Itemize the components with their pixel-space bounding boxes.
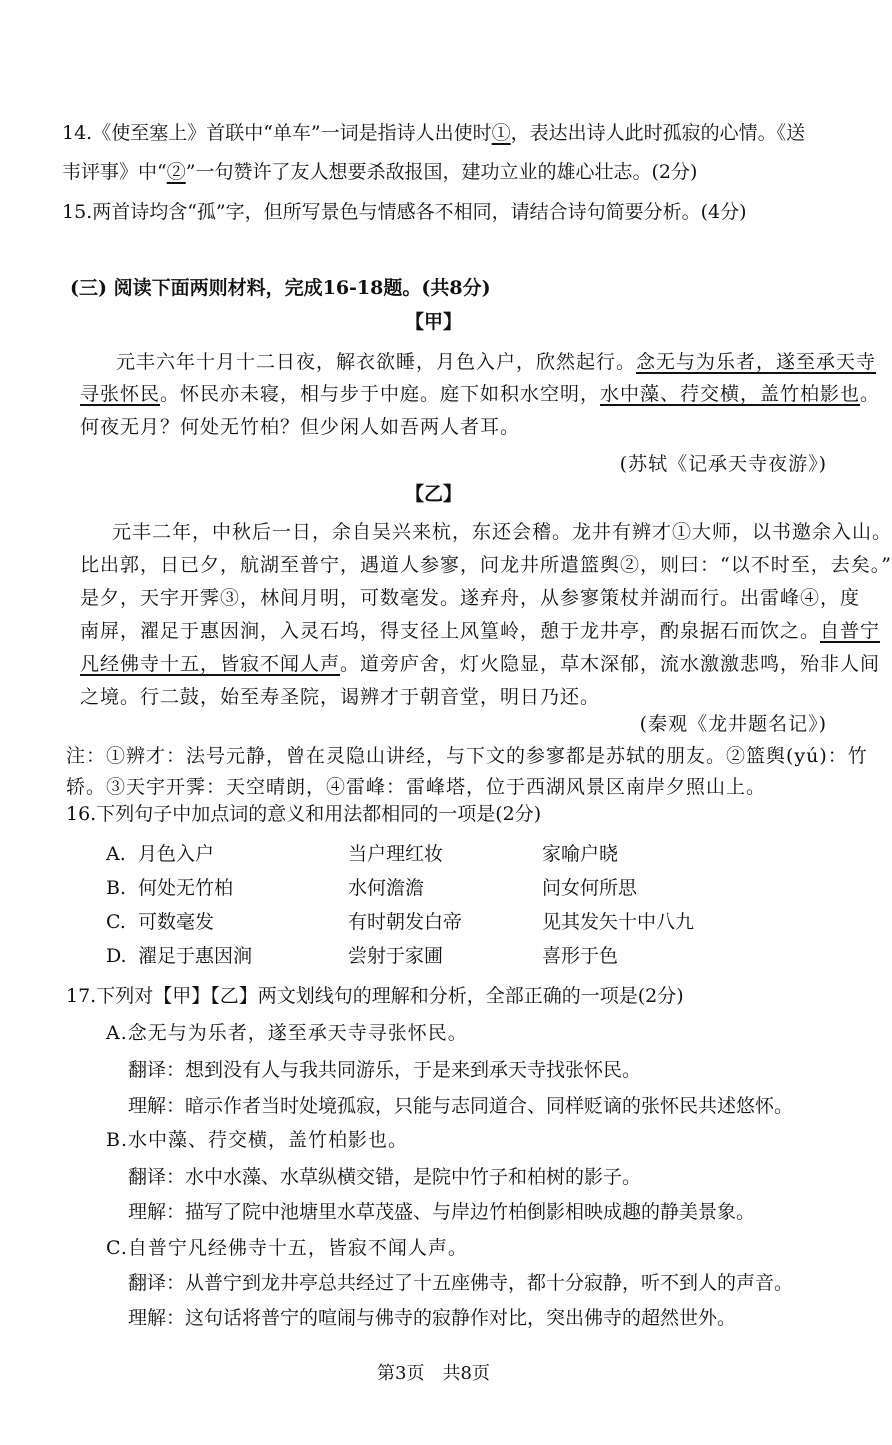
- option-item: 可数毫发: [138, 911, 215, 933]
- jia-underlined-1b: 寻张怀民: [80, 383, 161, 405]
- q17-b-analysis: 理解：描写了院中池塘里水草茂盛、与岸边竹柏倒影相映成趣的静美景象。: [128, 1201, 756, 1223]
- yi-line4: [80, 619, 880, 643]
- yi-underlined-b: 凡经佛寺十五，皆寂不闻人声: [80, 653, 341, 675]
- option-item: 见其发矢十中八九: [542, 911, 695, 933]
- q14-blank-1: ①: [491, 122, 511, 144]
- option-item: 喜形于色: [542, 945, 619, 967]
- option-item: 家喻户晓: [542, 843, 619, 865]
- option-item: 尝射于家圃: [348, 945, 444, 967]
- jia-text: 元丰六年十月十二日夜，解衣欲睡，月色入户，欣然起行。: [116, 351, 637, 373]
- passage-yi-title: 【乙】: [404, 483, 462, 505]
- q17-c-sentence: C.自普宁凡经佛寺十五，皆寂不闻人声。: [106, 1237, 468, 1259]
- option-item: 月色入户: [138, 843, 215, 865]
- jia-text2-end: 。: [860, 383, 881, 405]
- option-item: 何处无竹柏: [138, 877, 234, 899]
- option-item: 有时朝发白帝: [348, 911, 463, 933]
- jia-line1: [116, 350, 876, 374]
- q14-text2: 韦评事》中“: [62, 161, 167, 183]
- jia-line3: 何夜无月？何处无竹柏？但少闲人如吾两人者耳。: [80, 416, 521, 438]
- yi-line1: 元丰二年，中秋后一日，余自吴兴来杭，东还会稽。龙井有辨才①大师，以书邀余入山。: [112, 521, 892, 543]
- q15-text: 15.两首诗均含“孤”字，但所写景色与情感各不相同，请结合诗句简要分析。(4分): [62, 201, 747, 223]
- jia-text2: 。怀民亦未寝，相与步于中庭。庭下如积水空明，: [160, 383, 601, 405]
- option-label: D.: [106, 945, 127, 967]
- q14-text2-cont: ”一句赞许了友人想要杀敌报国，建功立业的雄心壮志。(2分): [185, 161, 698, 183]
- q17-c-translation: 翻译：从普宁到龙井亭总共经过了十五座佛寺，都十分寂静，听不到人的声音。: [128, 1272, 794, 1294]
- option-label: B.: [106, 877, 127, 899]
- page-number: 第3页 共8页: [377, 1363, 490, 1384]
- yi-text5: 。道旁庐舍，灯火隐显，草木深郁，流水激激悲鸣，殆非人间: [340, 653, 881, 675]
- q17-a-translation: 翻译：想到没有人与我共同游乐，于是来到承天寺找张怀民。: [128, 1059, 642, 1081]
- option-item: 问女何所思: [542, 877, 638, 899]
- yi-line6: 之境。行二鼓，始至寿圣院，谒辨才于朝音堂，明日乃还。: [80, 686, 601, 708]
- q16-stem: 16.下列句子中加点词的意义和用法都相同的一项是(2分): [66, 803, 542, 825]
- yi-line3: 是夕，天宇开霁③，林间月明，可数毫发。遂弃舟，从参寥策杖并湖而行。出雷峰④，度: [80, 587, 861, 609]
- yi-source: (秦观《龙井题名记》): [639, 713, 827, 735]
- yi-text4: 南屏，濯足于惠因涧，入灵石坞，得支径上风篁岭，憩于龙井亭，酌泉据石而饮之。: [80, 620, 821, 642]
- q17-a-analysis: 理解：暗示作者当时处境孤寂，只能与志同道合、同样贬谪的张怀民共述悠怀。: [128, 1095, 794, 1117]
- yi-underlined-a: 自普宁: [820, 620, 881, 642]
- notes-line2: 轿。③天宇开霁：天空晴朗，④雷峰：雷峰塔，位于西湖风景区南岸夕照山上。: [66, 776, 767, 798]
- q14-line1: [62, 121, 805, 145]
- q17-b-translation: 翻译：水中水藻、水草纵横交错，是院中竹子和柏树的影子。: [128, 1166, 642, 1188]
- q14-text-cont: ，表达出诗人此时孤寂的心情。《送: [510, 122, 806, 144]
- yi-line2: 比出郭，日已夕，航湖至普宁，遇道人参寥，问龙井所遣篮舆②，则曰：“以不时至，去矣。”: [80, 554, 892, 576]
- jia-line2: [80, 382, 880, 406]
- q14-text: 14.《使至塞上》首联中“单车”一词是指诗人出使时: [62, 122, 492, 144]
- option-item: 水何澹澹: [348, 877, 425, 899]
- option-item: 当户理红妆: [348, 843, 444, 865]
- q17-b-sentence: B.水中藻、荇交横，盖竹柏影也。: [106, 1129, 409, 1151]
- option-item: 濯足于惠因涧: [138, 945, 253, 967]
- yi-line5: [80, 652, 880, 676]
- section3-heading: (三) 阅读下面两则材料，完成16-18题。(共8分): [70, 277, 491, 299]
- jia-underlined-2: 水中藻、荇交横，盖竹柏影也: [600, 383, 861, 405]
- notes-line1: 注：①辨才：法号元静，曾在灵隐山讲经，与下文的参寥都是苏轼的朋友。②篮舆(yú)：竹: [66, 745, 868, 767]
- option-label: A.: [106, 843, 126, 865]
- q17-c-analysis: 理解：这句话将普宁的喧闹与佛寺的寂静作对比，突出佛寺的超然世外。: [128, 1307, 737, 1329]
- q14-blank-2: ②: [166, 161, 186, 183]
- passage-jia-title: 【甲】: [404, 311, 462, 333]
- jia-underlined-1: 念无与为乐者，遂至承天寺: [636, 351, 877, 373]
- jia-source: (苏轼《记承天寺夜游》): [619, 453, 827, 475]
- q17-stem: 17.下列对【甲】【乙】两文划线句的理解和分析，全部正确的一项是(2分): [66, 985, 684, 1007]
- q14-line2: [62, 160, 697, 184]
- option-label: C.: [106, 911, 126, 933]
- q17-a-sentence: A.念无与为乐者，遂至承天寺寻张怀民。: [106, 1022, 468, 1044]
